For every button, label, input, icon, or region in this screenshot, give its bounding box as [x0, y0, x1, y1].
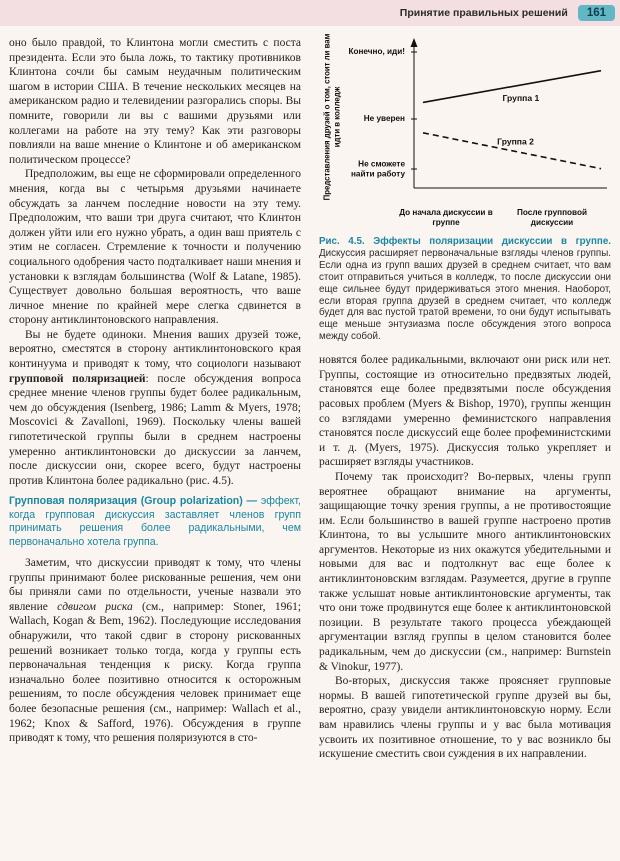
- page-number-badge: 161: [578, 5, 615, 21]
- definition-term: Групповая поляризация (Group polarization) —: [9, 495, 261, 508]
- right-column: [319, 33, 611, 853]
- y-tick-label: Не уверен: [363, 114, 405, 124]
- chart-svg: [409, 38, 609, 206]
- figure-caption-title: Эффекты поляризации дискуссии в группе.: [373, 236, 611, 247]
- figure-caption-text: Дискуссия расширяет первоначальные взгляды членов группы. Если одна из групп ваших друзей в среднем считает, что вам стоит отправиться учиться в колледж, то после дискуссии они еще сильнее будут придерживаться этого мнения. Наоборот, если вторая группа друзей в среднем считает, что колледж будет для вас пустой тратой времени, то они будут испытывать еще меньше энтузиазма после обсуждения этого вопроса между собой.: [319, 247, 611, 343]
- text-run: оно было правдой, то Клинтона могли сместить с поста президента. Если это была ложь, то тактику противников Клинтона сочли бы самым неудачным политическим шагом в истории США. В течение нескольких месяцев на американском радио и телевидении разгорались споры. Вы помните, говорили ли вы с вашими друзьями или коллегами на работе на эту тему? Как эти разговоры повлияли на ваше мнение о Клинтоне и об американском политическом процессе?: [9, 37, 301, 166]
- series-label-1: Группа 1: [502, 92, 540, 103]
- paragraph: [9, 556, 301, 746]
- two-column-layout: [9, 33, 611, 853]
- left-column: [9, 36, 301, 853]
- figure-caption: [319, 236, 611, 343]
- text-run: новятся более радикальными, включают они риск или нет. Группы, состоящие из относительно предвзятых людей, становятся еще более предвзятыми после обсуждения расовых проблем (Myers & Bishop, 1970), группы женщин со взглядами умеренно феминистского направления становятся после дискуссий еще более профеминистскими и т. д. (Myers, 1975). Дискуссия только укрепляет и расширяет взгляды участников.: [319, 354, 611, 469]
- definition-text: эффект, когда групповая дискуссия заставляет членов групп принимать решения более радикальными, чем первоначально хотела группа.: [9, 495, 301, 548]
- text-run: Почему так происходит? Во-первых, члены групп вероятнее обращают внимание на аргументы, защищающие точку зрения группы, а не противостоящие им. Если большинство в вашей группе настроено против Клинтона, то вы услышите много антиклинтоновских аргументов. Некоторые из них окажутся убедительными и новыми для вас и подтолкнут вас еще более к антиклинтоновским взглядам. Разумеется, другие в группе также услышат новые антиклинтоновские аргументы, так что они тоже продвинутся еще более к антиклинтоновской позиции. В результате такого процесса убеждающей аргументации взгляд группы в целом становится более радикальным, чем до дискуссии (см., например: Burnstein & Vinokur, 1977).: [319, 470, 611, 673]
- text-run: (см., например: Stoner, 1961; Wallach, Kogan & Bem, 1962). Последующие исследования обнаружили, что такой сдвиг в сторону рискованных решений возникает только тогда, когда у группы есть первоначальная тенденция к риску. Когда группа изначально более позитивно относится к осторожным решениям, то после обсуждения человек принимает еще более безопасные решения (см., например: Wallach et al., 1962; Knox & Safford, 1976). Обсуждения в группе приводят к тому, что решения поляризуются в сто-: [9, 600, 302, 745]
- series-label-2: Группа 2: [497, 136, 534, 147]
- y-axis-arrow-icon: [411, 38, 418, 47]
- paragraph: [9, 167, 301, 328]
- paragraph: [9, 328, 301, 489]
- paragraph: [319, 353, 611, 470]
- chart-y-tick-labels: [345, 38, 409, 206]
- right-column-text: [319, 353, 611, 762]
- text-run: Предположим, вы еще не сформировали определенного мнения, когда вы с четырьмя друзьями начинаете обсуждать за ланчем последние новости на эту тему. Предположим, что ваши три друга считают, что Клинтон должен уйти или его нужно убрать, а один ваш приятель с этим не согласен. Стремление к точности и получению социального одобрения часто подталкивает наши мнения и установки к взглядам большинства (Wolf & Latane, 1985). Существует довольно большая вероятность, что ваше личное мнение по крайней мере слегка сдвинется в сторону антиклинтоновского направления.: [9, 168, 301, 327]
- figure-4-5: [319, 33, 611, 228]
- page-header: [0, 0, 620, 26]
- figure-caption-label: Рис. 4.5.: [319, 236, 365, 247]
- text-run: Вы не будете одиноки. Мнения ваших друзей тоже, вероятно, сместятся в сторону антиклинтоновского края континуума и приводят к тому, что социологи называют: [9, 328, 301, 371]
- chart-x-axis-labels: [399, 208, 599, 228]
- paragraph: [319, 470, 611, 674]
- chart-plot-area: [409, 38, 611, 206]
- running-head: Принятие правильных решений: [399, 7, 568, 19]
- x-tick-label: До начала дискуссии в группе: [399, 208, 493, 227]
- x-tick-label: После групповой дискуссии: [517, 208, 587, 227]
- text-run: групповой поляризацией: [9, 372, 146, 385]
- text-run: Во-вторых, дискуссия также проясняет групповые нормы. В вашей гипотетической группе друзей вы бы, вероятно, сразу увидели антиклинтоновскую норму. Если вам нравились члены группы и у вас была мотивация усвоить их позитивное отношение, то у вас возникло бы искушение сместить свои суждения в их направлении.: [319, 675, 611, 761]
- chart-y-axis-title: [319, 33, 345, 206]
- paragraph: [319, 674, 611, 762]
- text-run: сдвигом риска: [57, 600, 133, 613]
- definition-box: [9, 495, 301, 549]
- chart-y-axis-title-text: Представления друзей о том, стоит ли вам идти в колледж: [322, 33, 341, 201]
- polarization-chart: [319, 33, 611, 206]
- y-tick-label: Не сможете найти работу: [350, 159, 405, 178]
- y-tick-label: Конечно, иди!: [348, 47, 405, 57]
- text-run: : после обсуждения вопроса среднее мнение членов группы будет более радикальным, чем до обсуждения (Isenberg, 1986; Lamm & Myers, 1978; Moscovici & Zavalloni, 1969). Поскольку члены вашей гипотетической группы были в среднем настроены умеренно антиклинтоновски до дискуссии за ланчем, после дискуссии они, скорее всего, будут настроены против Клинтона более радикально (рис. 4.5).: [9, 372, 302, 487]
- text-run: Заметим, что дискуссии приводят к тому, что члены группы принимают более рискованные решения, чем они бы приняли сами по отдельности, ученые назвали это явление: [9, 557, 301, 613]
- paragraph: [9, 36, 301, 167]
